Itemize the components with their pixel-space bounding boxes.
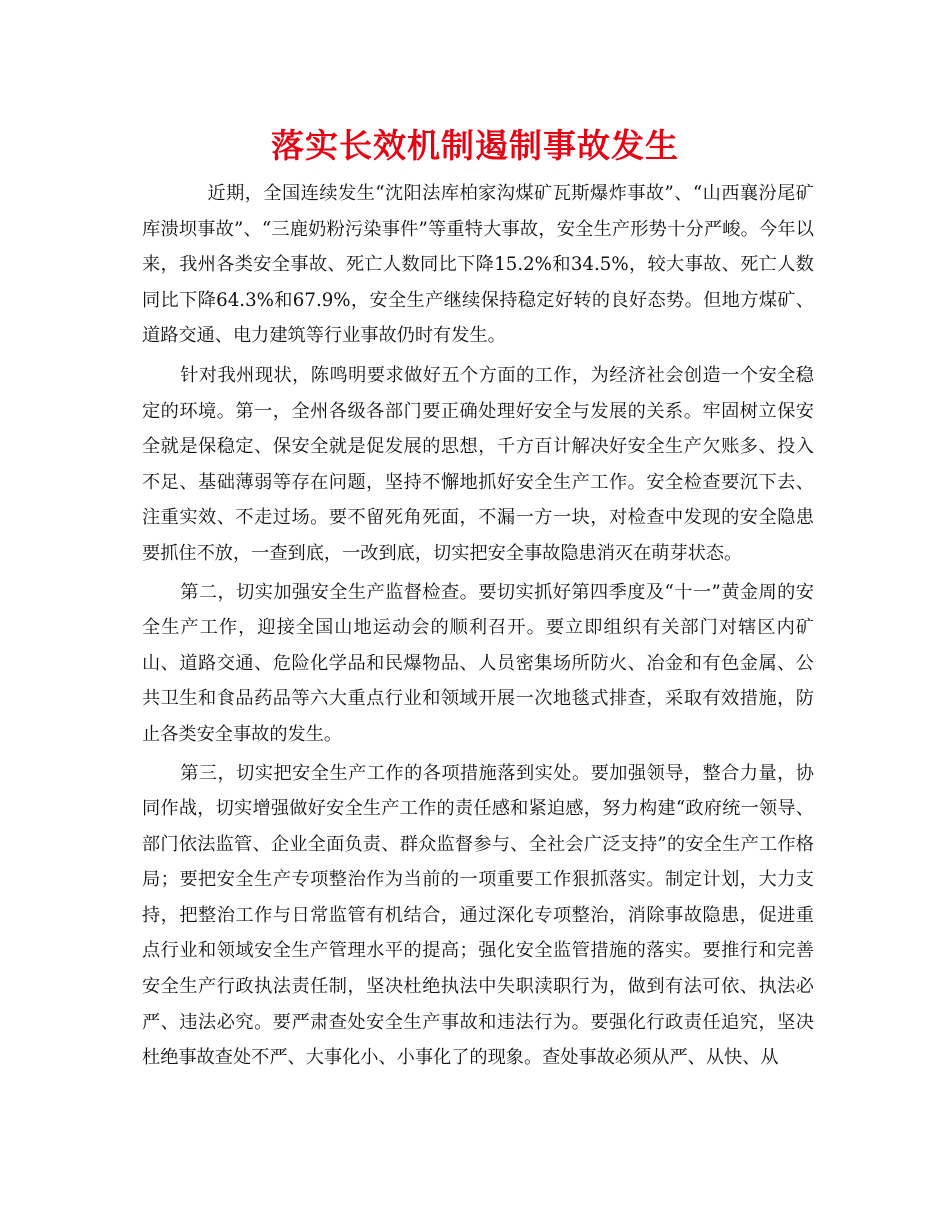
document-body [142, 176, 814, 1079]
paragraph-4: 第三，切实把安全生产工作的各项措施落到实处。要加强领导，整合力量，协同作战，切实增强做好安全生产工作的责任感和紧迫感，努力构建“政府统一领导、部门依法监管、企业全面负责、群众监督参与、全社会广泛支持”的安全生产工作格局；要把安全生产专项整治作为当前的一项重要工作狠抓落实。制定计划，大力支持，把整治工作与日常监管有机结合，通过深化专项整治，消除事故隐患，促进重点行业和领域安全生产管理水平的提高；强化安全监管措施的落实。要推行和完善安全生产行政执法责任制，坚决杜绝执法中失职渎职行为，做到有法可依、执法必严、违法必究。要严肃查处安全生产事故和违法行为。要强化行政责任追究，坚决杜绝事故查处不严、大事化小、小事化了的现象。查处事故必须从严、从快、从 [142, 762, 814, 1069]
paragraph-3: 第二，切实加强安全生产监督检查。要切实抓好第四季度及“十一”黄金周的安全生产工作，迎接全国山地运动会的顺利召开。要立即组织有关部门对辖区内矿山、道路交通、危险化学品和民爆物品、人员密集场所防火、冶金和有色金属、公共卫生和食品药品等六大重点行业和领域开展一次地毯式排查，采取有效措施，防止各类安全事故的发生。 [142, 581, 814, 745]
paragraph-1: 近期，全国连续发生“沈阳法库柏家沟煤矿瓦斯爆炸事故”、“山西襄汾尾矿库溃坝事故”、“三鹿奶粉污染事件”等重特大事故，安全生产形势十分严峻。今年以来，我州各类安全事故、死亡人数同比下降15.2%和34.5%，较大事故、死亡人数同比下降64.3%和67.9%，安全生产继续保持稳定好转的良好态势。但地方煤矿、道路交通、电力建筑等行业事故仍时有发生。 [142, 183, 814, 347]
paragraph-2: 针对我州现状，陈鸣明要求做好五个方面的工作，为经济社会创造一个安全稳定的环境。第一，全州各级各部门要正确处理好安全与发展的关系。牢固树立保安全就是保稳定、保安全就是促发展的思想，千方百计解决好安全生产欠账多、投入不足、基础薄弱等存在问题，坚持不懈地抓好安全生产工作。安全检查要沉下去、注重实效、不走过场。要不留死角死面，不漏一方一块，对检查中发现的安全隐患要抓住不放，一查到底，一改到底，切实把安全事故隐患消灭在萌芽状态。 [142, 364, 814, 564]
document-title: 落实长效机制遏制事故发生 [271, 126, 679, 165]
